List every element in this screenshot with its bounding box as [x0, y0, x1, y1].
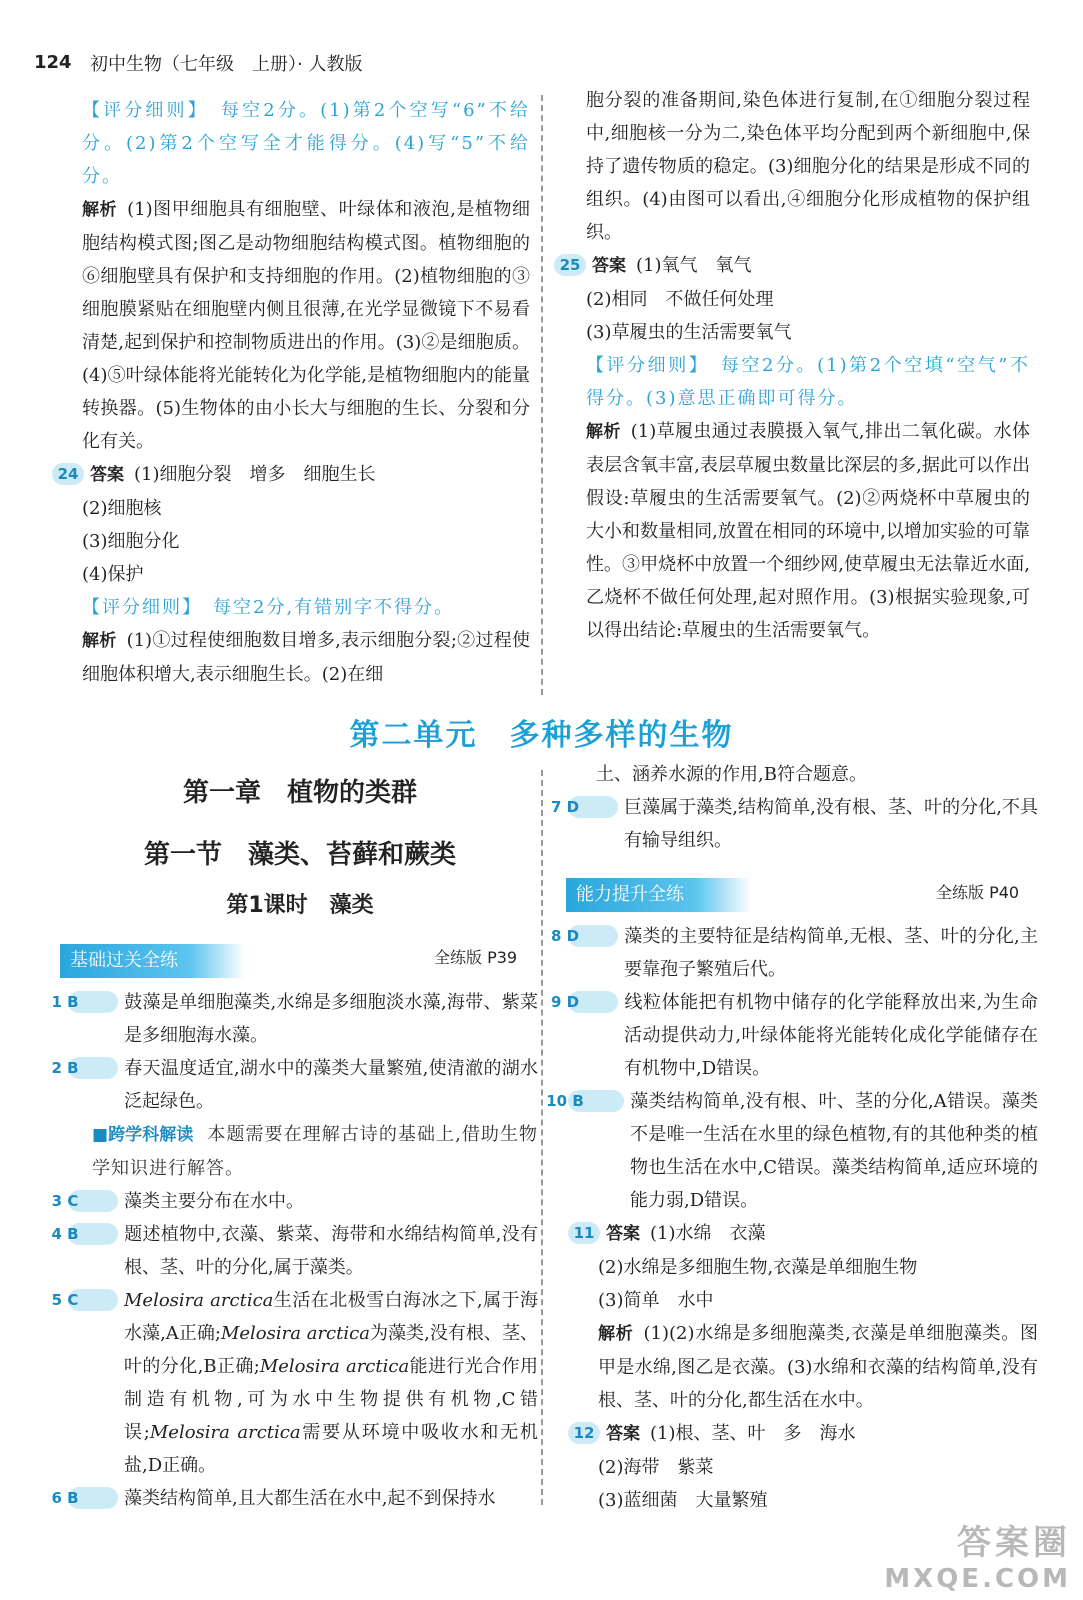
question-tag: 9 D — [568, 991, 618, 1013]
ability-practice-banner: 能力提升全练 — [566, 878, 751, 912]
answer-label: 答案 — [592, 256, 626, 276]
analysis-label: 解析 — [82, 200, 118, 220]
bottom-right-column-2 — [546, 920, 1039, 1517]
question-6: 6 B 藻类结构简单,且大都生活在水中,起不到保持水 — [51, 1488, 496, 1509]
chapter-title: 第一章 植物的类群 — [182, 778, 417, 808]
answer-label: 答案 — [606, 1424, 640, 1444]
answer-25: 25 答案 (1)氧气 氧气 — [554, 249, 1030, 283]
section-title: 第一节 藻类、苔藓和蕨类 — [143, 840, 456, 870]
book-icon: ■ — [92, 1125, 109, 1145]
question-number: 25 — [554, 254, 586, 276]
question-3: 3 C 藻类主要分布在水中。 — [51, 1191, 304, 1212]
scoring-rule: 【评分细则】 每空2分。(1)第2个空填“空气”不得分。(3)意思正确即可得分。 — [586, 355, 1030, 409]
answer-line: (3)蓝细菌 大量繁殖 — [598, 1490, 768, 1511]
top-right-column — [559, 84, 1030, 647]
question-tag: 4 B — [68, 1223, 118, 1245]
answer-line: (4)保护 — [82, 564, 144, 585]
question-number: 11 — [568, 1222, 600, 1244]
watermark: 答案圈 MXQE.COM — [884, 1523, 1071, 1594]
answer-line: (2)细胞核 — [82, 498, 162, 519]
species-name: Melosira arctica — [220, 1323, 370, 1344]
answer-line: (2)海带 紫菜 — [598, 1457, 714, 1478]
cross-discipline-label: ■跨学科解读 — [92, 1125, 194, 1145]
analysis-label: 解析 — [82, 631, 117, 651]
page-reference: 全练版 P39 — [434, 948, 518, 967]
analysis-paragraph: 解析 (1)①过程使细胞数目增多,表示细胞分裂;②过程使细胞体积增大,表示细胞生长。(2)在细 — [82, 630, 531, 685]
question-tag: 10 B — [568, 1090, 624, 1112]
answer-24: 24 答案 (1)细胞分裂 增多 细胞生长 — [52, 458, 530, 492]
answer-line: (2)相同 不做任何处理 — [586, 289, 774, 310]
question-7: 7 D 巨藻属于藻类,结构简单,没有根、茎、叶的分化,不具有输导组织。 — [550, 797, 1038, 851]
cross-discipline-note: ■跨学科解读 本题需要在理解古诗的基础上,借助生物学知识进行解答。 — [92, 1124, 538, 1179]
question-tag: 6 B — [68, 1487, 118, 1509]
question-5: 5 C Melosira arctica生活在北极雪白海冰之下,属于海水藻,A正确;Melosira arctica为藻类,没有根、茎、叶的分化,B正确;Melosira arctica能进行光合作用制造有机物,可为水中生物提供有机物,C错误;Melosira arctica需要从环境中吸收水和无机盐,D正确。 — [51, 1290, 539, 1476]
answer-line: (3)草履虫的生活需要氧气 — [586, 322, 792, 343]
question-tag: 5 C — [68, 1289, 118, 1311]
scoring-rule: 【评分细则】 每空2分,有错别字不得分。 — [82, 597, 455, 618]
answer-line: (3)细胞分化 — [82, 531, 180, 552]
question-tag: 3 C — [68, 1190, 118, 1212]
question-number: 24 — [52, 463, 84, 485]
question-9: 9 D 线粒体能把有机物中储存的化学能释放出来,为生命活动提供动力,叶绿体能将光能转化成化学能储存在有机物中,D错误。 — [550, 992, 1038, 1079]
question-tag: 8 D — [568, 925, 618, 947]
page-number: 124 — [34, 52, 72, 73]
analysis-label: 解析 — [586, 422, 621, 442]
answer-line: (2)水绵是多细胞生物,衣藻是单细胞生物 — [598, 1257, 918, 1278]
scoring-rule: 【评分细则】 每空2分。(1)第2个空写“6”不给分。(2)第2个空写全才能得分。(4)写“5”不给分。 — [82, 100, 530, 187]
unit-title: 第二单元 多种多样的生物 — [349, 718, 734, 753]
bottom-left-column — [51, 986, 539, 1515]
top-left-column — [57, 94, 531, 691]
question-tag: 2 B — [68, 1057, 118, 1079]
analysis-continued: 胞分裂的准备期间,染色体进行复制,在①细胞分裂过程中,细胞核一分为二,染色体平均分配到两个新细胞中,保持了遗传物质的稳定。(3)细胞分化的结果是形成不同的组织。(4)由图可以看出,④细胞分化形成植物的保护组织。 — [586, 90, 1030, 243]
analysis-paragraph: 解析 (1)图甲细胞具有细胞壁、叶绿体和液泡,是植物细胞结构模式图;图乙是动物细胞结构模式图。植物细胞的⑥细胞壁具有保护和支持细胞的作用。(2)植物细胞的③细胞膜紧贴在细胞壁内侧且很薄,在光学显微镜下不易看清楚,起到保护和控制物质进出的作用。(3)②是细胞质。(4)⑤叶绿体能将光能转化为化学能,是植物细胞内的能量转换器。(5)生物体的由小长大与细胞的生长、分裂和分化有关。 — [82, 199, 531, 452]
answer-line: (3)简单 水中 — [598, 1290, 714, 1311]
question-10: 10 B 藻类结构简单,没有根、叶、茎的分化,A错误。藻类不是唯一生活在水里的绿色植物,有的其他种类的植物也生活在水中,C错误。藻类结构简单,适应环境的能力弱,D错误。 — [546, 1091, 1038, 1211]
column-divider-bottom — [541, 770, 543, 1505]
answer-label: 答案 — [90, 465, 124, 485]
bottom-right-column — [550, 758, 1038, 857]
question-2: 2 B 春天温度适宜,湖水中的藻类大量繁殖,使清澈的湖水泛起绿色。 — [51, 1058, 538, 1112]
question-tag: 1 B — [68, 991, 118, 1013]
column-divider-top — [541, 95, 543, 695]
answer-label: 答案 — [606, 1224, 640, 1244]
page-reference: 全练版 P40 — [936, 883, 1020, 902]
analysis-label: 解析 — [598, 1324, 634, 1344]
question-number: 12 — [568, 1422, 600, 1444]
answer-12: 12 答案 (1)根、茎、叶 多 海水 — [568, 1417, 1038, 1451]
species-name: Melosira arctica — [259, 1356, 410, 1377]
species-name: Melosira arctica — [149, 1422, 301, 1443]
question-6-continued: 土、涵养水源的作用,B符合题意。 — [596, 764, 867, 785]
answer-11: 11 答案 (1)水绵 衣藻 — [568, 1217, 1038, 1251]
species-name: Melosira arctica — [124, 1290, 274, 1311]
basic-practice-banner: 基础过关全练 — [60, 944, 245, 978]
question-8: 8 D 藻类的主要特征是结构简单,无根、茎、叶的分化,主要靠孢子繁殖后代。 — [550, 926, 1038, 980]
question-1: 1 B 鼓藻是单细胞藻类,水绵是多细胞淡水藻,海带、紫菜是多细胞海水藻。 — [51, 992, 538, 1046]
question-tag: 7 D — [568, 796, 618, 818]
question-4: 4 B 题述植物中,衣藻、紫菜、海带和水绵结构简单,没有根、茎、叶的分化,属于藻类。 — [51, 1224, 538, 1278]
analysis-paragraph: 解析 (1)草履虫通过表膜摄入氧气,排出二氧化碳。水体表层含氧丰富,表层草履虫数量比深层的多,据此可以作出假设:草履虫的生活需要氧气。(2)②两烧杯中草履虫的大小和数量相同,放置在相同的环境中,以增加实验的可靠性。③甲烧杯中放置一个细纱网,使草履虫无法靠近水面,乙烧杯不做任何处理,起对照作用。(3)根据实验现象,可以得出结论:草履虫的生活需要氧气。 — [586, 421, 1030, 641]
lesson-title: 第1课时 藻类 — [226, 893, 374, 918]
book-title: 初中生物（七年级 上册）· 人教版 — [90, 54, 363, 75]
analysis-paragraph: 解析 (1)(2)水绵是多细胞藻类,衣藻是单细胞藻类。图甲是水绵,图乙是衣藻。(3)水绵和衣藻的结构简单,没有根、茎、叶的分化,都生活在水中。 — [598, 1323, 1039, 1411]
